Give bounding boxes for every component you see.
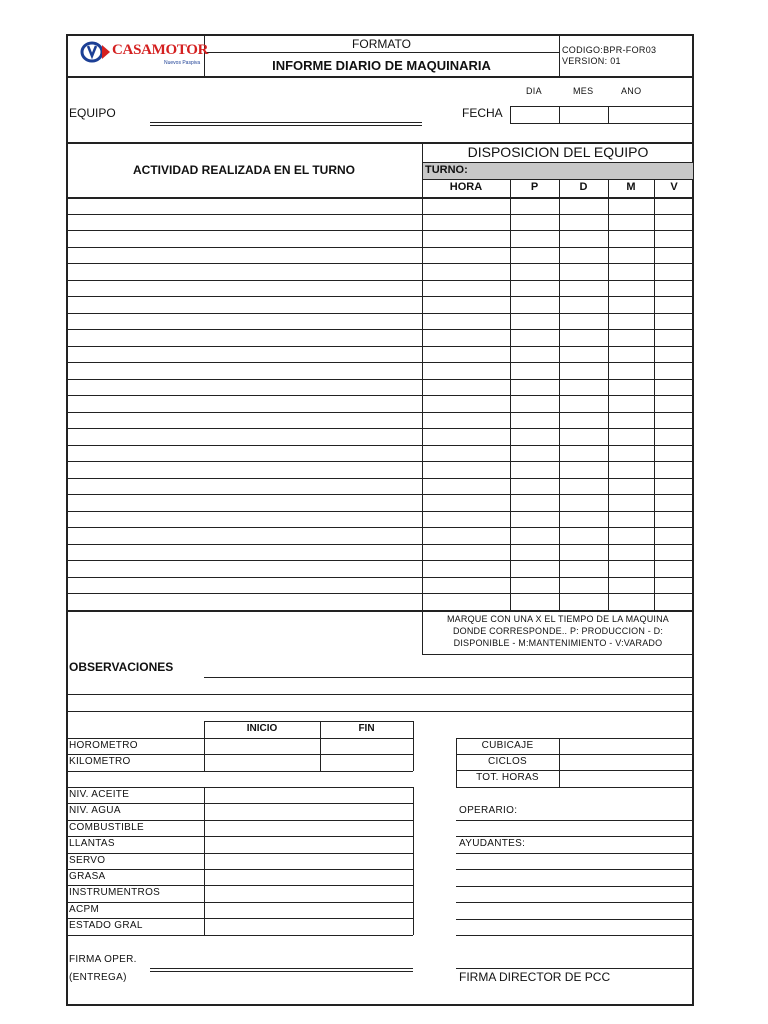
legend-line-1: MARQUE CON UNA X EL TIEMPO DE LA MAQUINA — [446, 614, 670, 624]
ayudantes-line-2[interactable] — [456, 869, 694, 870]
logo-tagline: Nuevos Paspiva — [164, 60, 201, 66]
tot-horas-field[interactable] — [560, 771, 693, 786]
col-p: P — [530, 181, 539, 193]
check-label: LLANTAS — [69, 838, 115, 849]
check-label: ACPM — [69, 904, 100, 915]
checks-col-2 — [413, 787, 414, 935]
kilometro-label: KILOMETRO — [69, 756, 131, 767]
check-label: INSTRUMENTROS — [69, 887, 161, 898]
col-d: D — [579, 181, 588, 193]
check-value-field[interactable] — [205, 821, 412, 835]
col-hora: HORA — [449, 181, 483, 193]
turno-top-line — [422, 162, 694, 163]
operario-line-2[interactable] — [456, 836, 694, 837]
turno-label: TURNO: — [425, 164, 468, 176]
ano-label: ANO — [621, 86, 642, 96]
legend-line-3: DISPONIBLE - M:MANTENIMIENTO - V:VARADO — [453, 638, 663, 648]
form-version: VERSION: 01 — [562, 56, 621, 66]
meters-header-top — [204, 721, 413, 722]
dia-label: DIA — [526, 86, 542, 96]
header-divider-right — [559, 34, 560, 76]
activity-row-line — [66, 329, 694, 330]
activity-row-line — [66, 494, 694, 495]
observaciones-label: OBSERVACIONES — [69, 660, 174, 674]
ayudantes-line-3[interactable] — [456, 886, 694, 887]
fecha-label: FECHA — [462, 106, 503, 120]
header-bottom-line — [66, 76, 694, 78]
fecha-mes-field[interactable] — [559, 106, 609, 124]
activity-row-line — [66, 263, 694, 264]
activity-row-line — [66, 478, 694, 479]
activity-row-line — [66, 230, 694, 231]
header-mid-line — [204, 52, 559, 53]
firma-oper-line-1[interactable] — [150, 968, 413, 969]
col-m: M — [626, 181, 636, 193]
horometro-label: HOROMETRO — [69, 740, 138, 751]
firma-director-label: FIRMA DIRECTOR DE PCC — [459, 970, 611, 984]
kilometro-inicio-field[interactable] — [205, 755, 319, 770]
ayudantes-line-1[interactable] — [456, 853, 694, 854]
company-logo — [80, 40, 209, 68]
check-value-field[interactable] — [205, 903, 412, 917]
check-value-field[interactable] — [205, 919, 412, 933]
logo-text: CASAMOTOR — [112, 42, 209, 58]
observaciones-line-1[interactable] — [204, 677, 694, 678]
ciclos-label: CICLOS — [487, 756, 528, 767]
firma-oper-sub: (ENTREGA) — [69, 972, 127, 983]
check-label: COMBUSTIBLE — [69, 822, 144, 833]
activity-row-line — [66, 544, 694, 545]
activity-row-line — [66, 296, 694, 297]
activity-row-line — [66, 527, 694, 528]
horometro-fin-field[interactable] — [321, 739, 412, 753]
check-value-field[interactable] — [205, 788, 412, 802]
activity-row-line — [66, 247, 694, 248]
check-label: NIV. ACEITE — [69, 789, 130, 800]
ayudantes-line-6[interactable] — [456, 935, 694, 936]
fecha-dia-field[interactable] — [510, 106, 560, 124]
activity-row-line — [66, 362, 694, 363]
equipo-label: EQUIPO — [69, 106, 116, 120]
checks-row-line — [66, 935, 413, 936]
meters-line-3 — [66, 771, 413, 772]
activity-row-line — [66, 346, 694, 347]
observaciones-line-2[interactable] — [66, 694, 694, 695]
inicio-label: INICIO — [246, 723, 278, 734]
disposicion-title: DISPOSICION DEL EQUIPO — [467, 144, 649, 160]
mes-label: MES — [573, 86, 594, 96]
check-label: ESTADO GRAL — [69, 920, 143, 931]
check-value-field[interactable] — [205, 870, 412, 884]
prod-line-3 — [456, 787, 694, 788]
form-title: INFORME DIARIO DE MAQUINARIA — [272, 58, 491, 73]
cubicaje-field[interactable] — [560, 739, 693, 753]
form-code: CODIGO:BPR-FOR03 — [562, 45, 657, 55]
activity-row-line — [66, 560, 694, 561]
fecha-ano-field[interactable] — [608, 106, 694, 124]
activity-row-line — [66, 593, 694, 594]
firma-oper-label: FIRMA OPER. — [69, 954, 137, 965]
horometro-inicio-field[interactable] — [205, 739, 319, 753]
firma-oper-line-2 — [150, 971, 413, 972]
activity-row-line — [66, 313, 694, 314]
activity-row-line — [66, 412, 694, 413]
check-label: SERVO — [69, 855, 106, 866]
format-label: FORMATO — [352, 37, 411, 51]
check-value-field[interactable] — [205, 804, 412, 818]
check-label: GRASA — [69, 871, 106, 882]
check-value-field[interactable] — [205, 854, 412, 868]
activity-row-line — [66, 280, 694, 281]
activity-row-line — [66, 214, 694, 215]
activity-row-line — [66, 511, 694, 512]
ayudantes-label: AYUDANTES: — [459, 838, 526, 849]
activity-row-line — [66, 428, 694, 429]
activity-row-line — [66, 577, 694, 578]
activity-title: ACTIVIDAD REALIZADA EN EL TURNO — [133, 163, 355, 177]
ayudantes-line-4[interactable] — [456, 902, 694, 903]
activity-divider — [422, 142, 423, 610]
cubicaje-label: CUBICAJE — [481, 740, 534, 751]
activity-grid-top — [66, 197, 694, 199]
activity-row-line — [66, 461, 694, 462]
meters-col-3 — [413, 721, 414, 771]
activity-row-line — [66, 379, 694, 380]
activity-row-line — [66, 445, 694, 446]
observaciones-line-3[interactable] — [66, 711, 694, 712]
equipo-underline-2 — [150, 125, 422, 126]
check-value-field[interactable] — [205, 837, 412, 851]
activity-row-line — [66, 395, 694, 396]
col-v: V — [670, 181, 678, 193]
check-value-field[interactable] — [205, 886, 412, 900]
fin-label: FIN — [358, 723, 375, 734]
ayudantes-line-5[interactable] — [456, 919, 694, 920]
ciclos-field[interactable] — [560, 755, 693, 769]
equipo-underline[interactable] — [150, 122, 422, 123]
kilometro-fin-field[interactable] — [321, 755, 412, 770]
operario-line-1[interactable] — [456, 820, 694, 821]
operario-label: OPERARIO: — [459, 805, 518, 816]
legend-line-2: DONDE CORRESPONDE.. P: PRODUCCION - D: — [452, 626, 664, 636]
check-label: NIV. AGUA — [69, 805, 121, 816]
tot-horas-label: TOT. HORAS — [476, 772, 539, 783]
firma-director-line[interactable] — [456, 968, 694, 969]
